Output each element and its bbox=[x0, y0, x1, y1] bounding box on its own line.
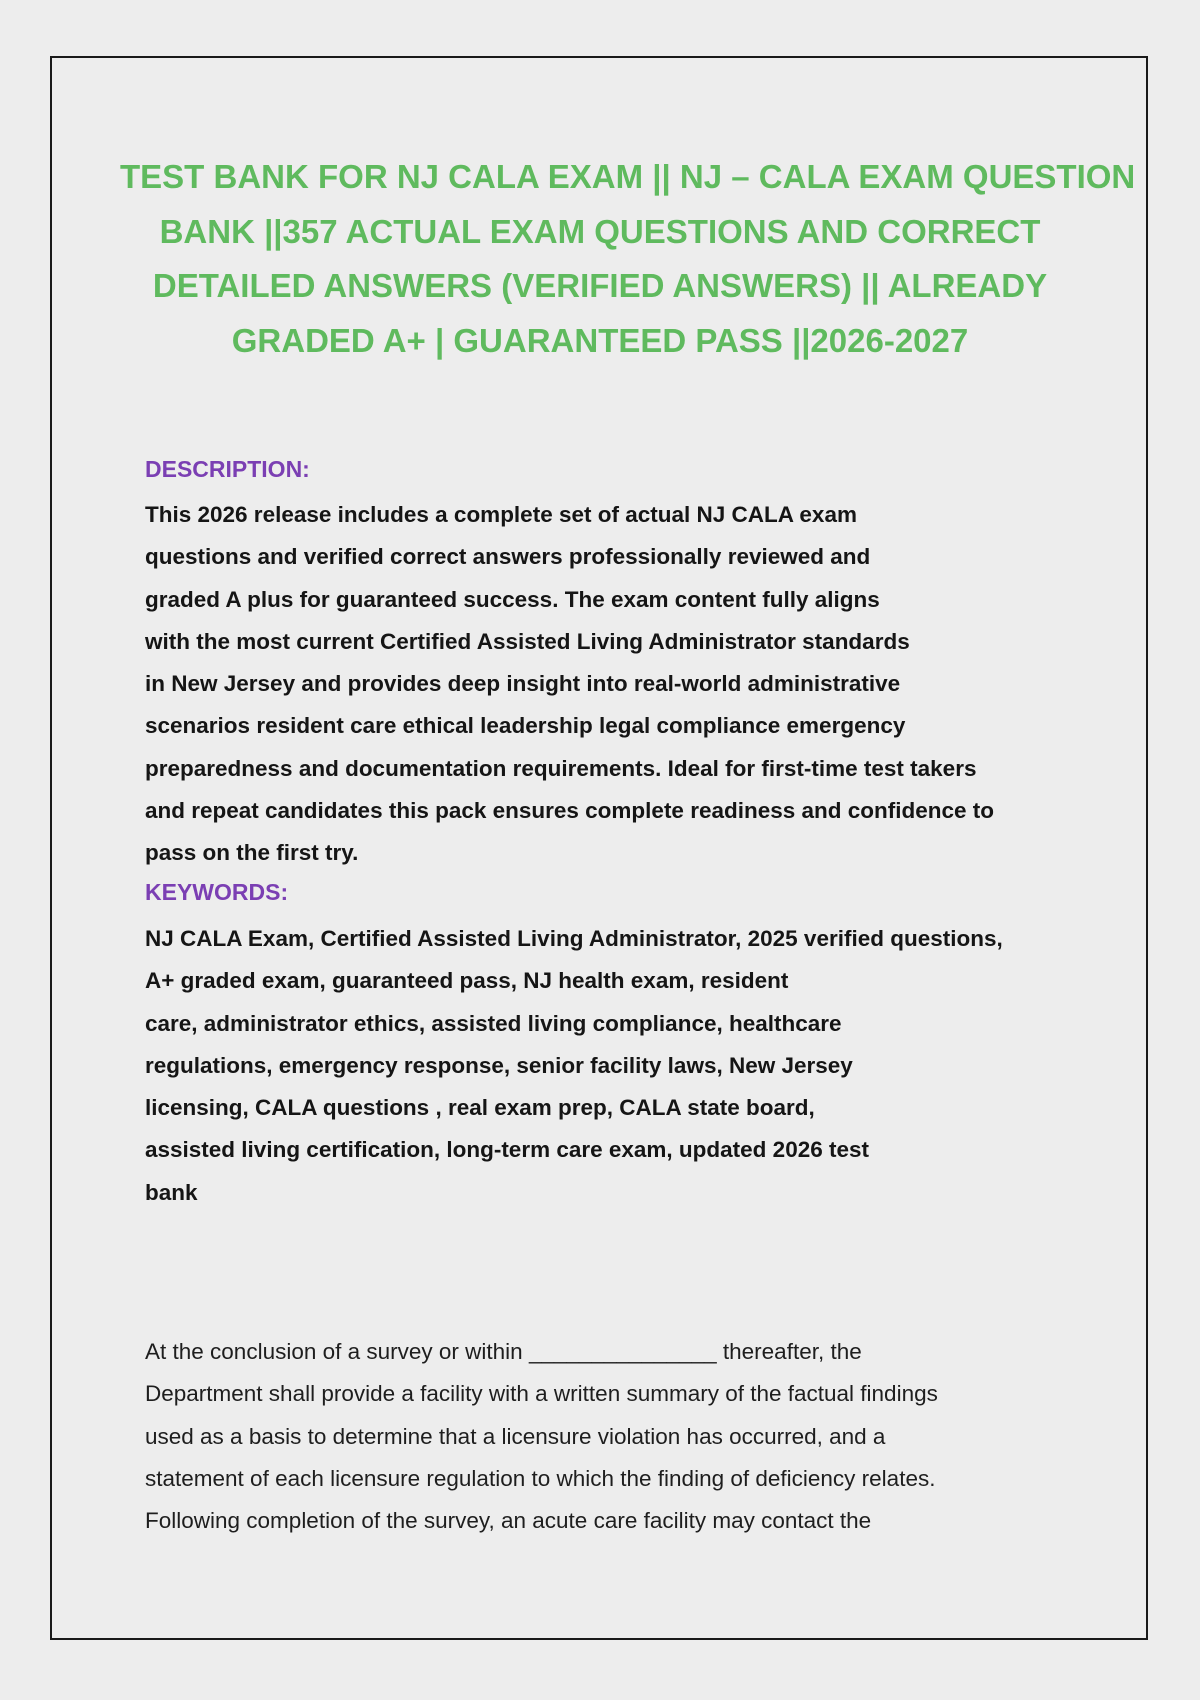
description-line: pass on the first try. bbox=[145, 840, 359, 866]
keywords-text bbox=[145, 918, 1003, 1214]
question-line: used as a basis to determine that a licensure violation has occurred, and a bbox=[145, 1423, 886, 1449]
question-paragraph bbox=[145, 1331, 938, 1542]
keywords-line: regulations, emergency response, senior facility laws, New Jersey bbox=[145, 1052, 853, 1078]
keywords-line: bank bbox=[145, 1179, 198, 1205]
description-line: graded A plus for guaranteed success. The exam content fully aligns bbox=[145, 586, 880, 612]
question-line: statement of each licensure regulation to which the finding of deficiency relates. bbox=[145, 1465, 936, 1491]
description-line: questions and verified correct answers professionally reviewed and bbox=[145, 544, 871, 570]
keywords-heading: KEYWORDS: bbox=[145, 879, 289, 905]
description-line: preparedness and documentation requirements. Ideal for first-time test takers bbox=[145, 755, 977, 781]
title-line: TEST BANK FOR NJ CALA EXAM || NJ – CALA EXAM QUESTION bbox=[120, 158, 1136, 195]
keywords-line: A+ graded exam, guaranteed pass, NJ health exam, resident bbox=[145, 968, 789, 994]
keywords-line: assisted living certification, long-term care exam, updated 2026 test bbox=[145, 1137, 869, 1163]
keywords-line: care, administrator ethics, assisted living compliance, healthcare bbox=[145, 1010, 842, 1036]
description-line: scenarios resident care ethical leadership legal compliance emergency bbox=[145, 713, 906, 739]
description-line: in New Jersey and provides deep insight into real-world administrative bbox=[145, 671, 901, 697]
description-heading: DESCRIPTION: bbox=[145, 456, 310, 482]
question-line: Department shall provide a facility with a written summary of the factual findings bbox=[145, 1381, 938, 1407]
description-line: and repeat candidates this pack ensures complete readiness and confidence to bbox=[145, 798, 995, 824]
keywords-line: licensing, CALA questions , real exam prep, CALA state board, bbox=[145, 1095, 815, 1121]
description-line: This 2026 release includes a complete set of actual NJ CALA exam bbox=[145, 502, 857, 527]
title-line: DETAILED ANSWERS (VERIFIED ANSWERS) || ALREADY bbox=[152, 267, 1048, 304]
title-line: BANK ||357 ACTUAL EXAM QUESTIONS AND CORRECT bbox=[159, 212, 1041, 250]
title-line: GRADED A+ | GUARANTEED PASS ||2026-2027 bbox=[231, 321, 969, 359]
description-line: with the most current Certified Assisted Living Administrator standards bbox=[145, 628, 910, 654]
description-text bbox=[145, 494, 994, 875]
document-title bbox=[120, 150, 1136, 368]
question-line: At the conclusion of a survey or within _______________ thereafter, the bbox=[145, 1339, 862, 1364]
question-line: Following completion of the survey, an acute care facility may contact the bbox=[145, 1508, 872, 1534]
keywords-line: NJ CALA Exam, Certified Assisted Living Administrator, 2025 verified questions, bbox=[145, 926, 1003, 951]
